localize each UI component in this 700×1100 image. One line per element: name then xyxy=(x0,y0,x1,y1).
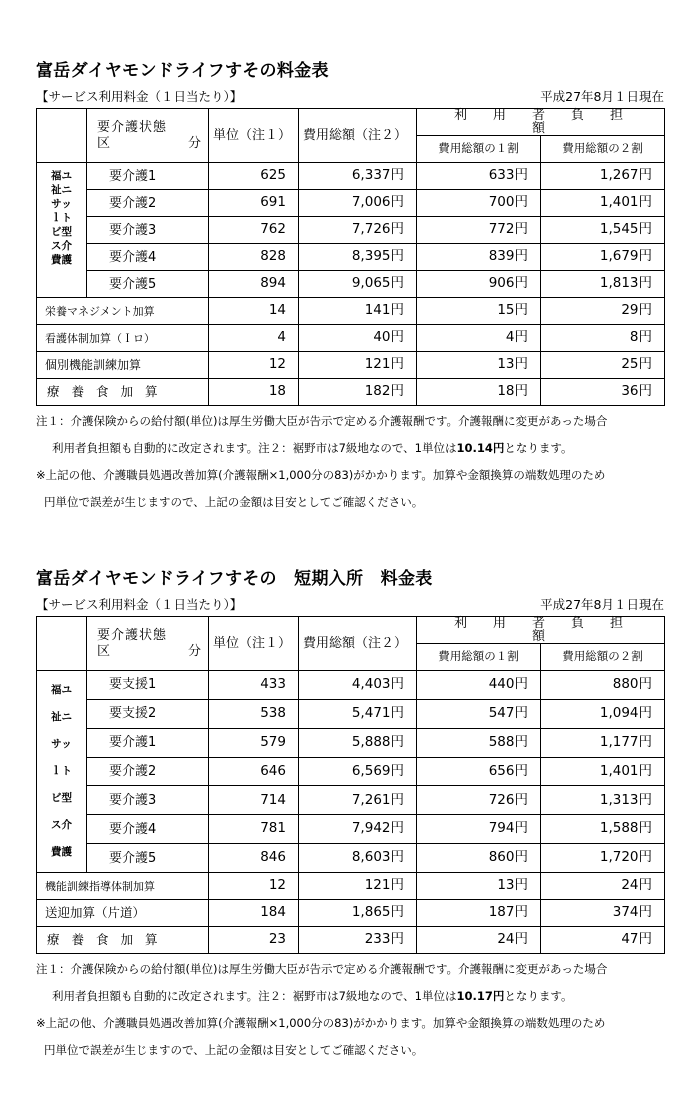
category-label-line: 祉ニ xyxy=(51,184,72,196)
category-label-line: 祉ニ xyxy=(51,711,72,723)
table-row xyxy=(37,900,665,927)
burden-20: 8円 xyxy=(541,325,665,352)
units: 691 xyxy=(209,190,299,217)
header-care-level-line2a: 区 xyxy=(97,135,112,151)
fee-table xyxy=(36,108,665,406)
header-care-level-line1: 要介護状態 xyxy=(97,119,168,135)
table-row xyxy=(37,873,665,900)
burden-10: 839円 xyxy=(417,244,541,271)
care-level: 要介護1 xyxy=(87,163,209,190)
burden-10: 187円 xyxy=(417,900,541,927)
table-row xyxy=(37,699,665,728)
burden-10: 18円 xyxy=(417,379,541,406)
units: 14 xyxy=(209,298,299,325)
footnotes xyxy=(36,408,664,516)
category-label-line: ス介 xyxy=(51,819,72,831)
table-row xyxy=(37,352,665,379)
total-cost: 121円 xyxy=(299,873,417,900)
total-cost: 5,888円 xyxy=(299,728,417,757)
category-label-line: ス介 xyxy=(51,240,72,252)
burden-10: 24円 xyxy=(417,927,541,954)
care-level: 要支援1 xyxy=(87,671,209,700)
table-row xyxy=(37,927,665,954)
total-cost: 1,865円 xyxy=(299,900,417,927)
care-level: 要介護5 xyxy=(87,271,209,298)
total-cost: 182円 xyxy=(299,379,417,406)
addon-label: 機能訓練指導体制加算 xyxy=(37,873,209,900)
units: 579 xyxy=(209,728,299,757)
header-20-percent: 費用総額の２割 xyxy=(541,644,665,671)
total-cost: 5,471円 xyxy=(299,699,417,728)
footnotes xyxy=(36,956,664,1064)
burden-20: 47円 xyxy=(541,927,665,954)
table-row xyxy=(37,844,665,873)
category-label-line: 福ユ xyxy=(51,684,72,696)
burden-10: 15円 xyxy=(417,298,541,325)
burden-20: 36円 xyxy=(541,379,665,406)
header-user-burden: 利用者負担額 xyxy=(417,109,665,136)
burden-20: 1,813円 xyxy=(541,271,665,298)
units: 4 xyxy=(209,325,299,352)
units: 18 xyxy=(209,379,299,406)
units: 12 xyxy=(209,352,299,379)
burden-20: 1,679円 xyxy=(541,244,665,271)
burden-20: 880円 xyxy=(541,671,665,700)
header-blank-cell xyxy=(37,109,87,163)
table-row xyxy=(37,786,665,815)
total-cost: 6,569円 xyxy=(299,757,417,786)
burden-20: 29円 xyxy=(541,298,665,325)
total-cost: 4,403円 xyxy=(299,671,417,700)
burden-10: 588円 xyxy=(417,728,541,757)
burden-20: 1,545円 xyxy=(541,217,665,244)
footnote-text: 利用者負担額も自動的に改定されます。注２：裾野市は7級地なので、1単位は xyxy=(52,441,457,455)
fee-section-short-stay xyxy=(36,566,664,1064)
section-title: 富岳ダイヤモンドライフすその料金表 xyxy=(36,61,329,81)
category-label-line: 費護 xyxy=(51,254,72,266)
category-label-line: ビ型 xyxy=(51,792,72,804)
footnote-line: 注１：介護保険からの給付額(単位)は厚生労働大臣が告示で定める介護報酬です。介護報酬に変更があった場合 xyxy=(36,414,608,428)
units: 433 xyxy=(209,671,299,700)
table-row xyxy=(37,671,665,700)
effective-date: 平成27年8月１日現在 xyxy=(540,597,664,612)
units: 23 xyxy=(209,927,299,954)
burden-20: 24円 xyxy=(541,873,665,900)
total-cost: 7,726円 xyxy=(299,217,417,244)
units: 781 xyxy=(209,815,299,844)
care-level: 要介護3 xyxy=(87,786,209,815)
section-subheader xyxy=(36,86,664,108)
total-cost: 8,603円 xyxy=(299,844,417,873)
category-label-line: 福ユ xyxy=(51,170,72,182)
unit-price: 10.14円 xyxy=(456,441,505,455)
burden-20: 1,401円 xyxy=(541,757,665,786)
table-row xyxy=(37,325,665,352)
addon-label: 送迎加算（片道） xyxy=(37,900,209,927)
burden-10: 906円 xyxy=(417,271,541,298)
header-10-percent: 費用総額の１割 xyxy=(417,644,541,671)
footnote-line xyxy=(36,983,664,1010)
burden-20: 1,267円 xyxy=(541,163,665,190)
section-title: 富岳ダイヤモンドライフすその 短期入所 料金表 xyxy=(36,569,433,589)
care-level: 要介護3 xyxy=(87,217,209,244)
category-label-line: サッ xyxy=(51,738,72,750)
footnote-text: 利用者負担額も自動的に改定されます。注２：裾野市は7級地なので、1単位は xyxy=(52,989,457,1003)
category-label-line: 費護 xyxy=(51,846,72,858)
table-row xyxy=(37,815,665,844)
care-level: 要介護4 xyxy=(87,244,209,271)
table-row xyxy=(37,163,665,190)
units: 846 xyxy=(209,844,299,873)
total-cost: 7,261円 xyxy=(299,786,417,815)
total-cost: 141円 xyxy=(299,298,417,325)
care-level: 要支援2 xyxy=(87,699,209,728)
header-20-percent: 費用総額の２割 xyxy=(541,136,665,163)
header-care-level-line2a: 区 xyxy=(97,643,112,659)
total-cost: 6,337円 xyxy=(299,163,417,190)
burden-20: 1,094円 xyxy=(541,699,665,728)
addon-label: 療養食加算 xyxy=(37,379,209,406)
table-row xyxy=(37,298,665,325)
units: 828 xyxy=(209,244,299,271)
units: 714 xyxy=(209,786,299,815)
units: 762 xyxy=(209,217,299,244)
burden-10: 860円 xyxy=(417,844,541,873)
service-fee-label: 【サービス利用料金（１日当たり）】 xyxy=(36,597,243,612)
care-level: 要介護5 xyxy=(87,844,209,873)
burden-10: 547円 xyxy=(417,699,541,728)
fee-table xyxy=(36,616,665,954)
category-label-line: ｌト xyxy=(51,765,72,777)
table-row xyxy=(37,244,665,271)
units: 538 xyxy=(209,699,299,728)
footnote-text: となります。 xyxy=(504,441,573,455)
burden-20: 1,588円 xyxy=(541,815,665,844)
footnote-line: 円単位で誤差が生じますので、上記の金額は目安としてご確認ください。 xyxy=(44,1043,424,1057)
header-care-level xyxy=(87,617,209,671)
burden-20: 1,177円 xyxy=(541,728,665,757)
care-level: 要介護4 xyxy=(87,815,209,844)
header-care-level xyxy=(87,109,209,163)
total-cost: 7,942円 xyxy=(299,815,417,844)
footnote-line xyxy=(36,435,664,462)
burden-10: 656円 xyxy=(417,757,541,786)
unit-price: 10.17円 xyxy=(456,989,505,1003)
burden-10: 13円 xyxy=(417,352,541,379)
total-cost: 9,065円 xyxy=(299,271,417,298)
burden-10: 440円 xyxy=(417,671,541,700)
header-user-burden: 利用者負担額 xyxy=(417,617,665,644)
units: 12 xyxy=(209,873,299,900)
header-units: 単位（注１） xyxy=(209,109,299,163)
header-care-level-line2b: 分 xyxy=(187,135,202,151)
burden-10: 4円 xyxy=(417,325,541,352)
effective-date: 平成27年8月１日現在 xyxy=(540,89,664,104)
category-label-line: ｌト xyxy=(51,212,72,224)
units: 184 xyxy=(209,900,299,927)
burden-20: 1,401円 xyxy=(541,190,665,217)
addon-label: 個別機能訓練加算 xyxy=(37,352,209,379)
burden-10: 772円 xyxy=(417,217,541,244)
burden-10: 13円 xyxy=(417,873,541,900)
footnote-line: ※上記の他、介護職員処遇改善加算(介護報酬×1,000分の83)がかかります。加算や金額換算の端数処理のため xyxy=(36,468,606,482)
table-row xyxy=(37,271,665,298)
burden-10: 726円 xyxy=(417,786,541,815)
burden-20: 374円 xyxy=(541,900,665,927)
units: 894 xyxy=(209,271,299,298)
burden-20: 1,720円 xyxy=(541,844,665,873)
total-cost: 8,395円 xyxy=(299,244,417,271)
footnote-line: 円単位で誤差が生じますので、上記の金額は目安としてご確認ください。 xyxy=(44,495,424,509)
addon-label: 栄養マネジメント加算 xyxy=(37,298,209,325)
table-row xyxy=(37,190,665,217)
category-label-line: サッ xyxy=(51,198,72,210)
units: 646 xyxy=(209,757,299,786)
table-row xyxy=(37,728,665,757)
service-category-label xyxy=(37,163,87,298)
header-care-level-line2b: 分 xyxy=(187,643,202,659)
burden-10: 633円 xyxy=(417,163,541,190)
service-category-label xyxy=(37,671,87,873)
table-row xyxy=(37,757,665,786)
service-fee-label: 【サービス利用料金（１日当たり）】 xyxy=(36,89,243,104)
header-total-cost: 費用総額（注２） xyxy=(299,109,417,163)
header-blank-cell xyxy=(37,617,87,671)
total-cost: 121円 xyxy=(299,352,417,379)
header-10-percent: 費用総額の１割 xyxy=(417,136,541,163)
footnote-text: となります。 xyxy=(504,989,573,1003)
burden-10: 794円 xyxy=(417,815,541,844)
burden-20: 25円 xyxy=(541,352,665,379)
units: 625 xyxy=(209,163,299,190)
table-row xyxy=(37,379,665,406)
section-subheader xyxy=(36,594,664,616)
care-level: 要介護1 xyxy=(87,728,209,757)
addon-label: 看護体制加算（Ｉロ） xyxy=(37,325,209,352)
total-cost: 233円 xyxy=(299,927,417,954)
header-total-cost: 費用総額（注２） xyxy=(299,617,417,671)
header-care-level-line1: 要介護状態 xyxy=(97,627,168,643)
care-level: 要介護2 xyxy=(87,190,209,217)
footnote-line: ※上記の他、介護職員処遇改善加算(介護報酬×1,000分の83)がかかります。加算や金額換算の端数処理のため xyxy=(36,1016,606,1030)
care-level: 要介護2 xyxy=(87,757,209,786)
addon-label: 療養食加算 xyxy=(37,927,209,954)
header-units: 単位（注１） xyxy=(209,617,299,671)
total-cost: 7,006円 xyxy=(299,190,417,217)
category-label-line: ビ型 xyxy=(51,226,72,238)
table-row xyxy=(37,217,665,244)
fee-section-long-term xyxy=(36,58,664,516)
burden-10: 700円 xyxy=(417,190,541,217)
burden-20: 1,313円 xyxy=(541,786,665,815)
footnote-line: 注１：介護保険からの給付額(単位)は厚生労働大臣が告示で定める介護報酬です。介護報酬に変更があった場合 xyxy=(36,962,608,976)
total-cost: 40円 xyxy=(299,325,417,352)
